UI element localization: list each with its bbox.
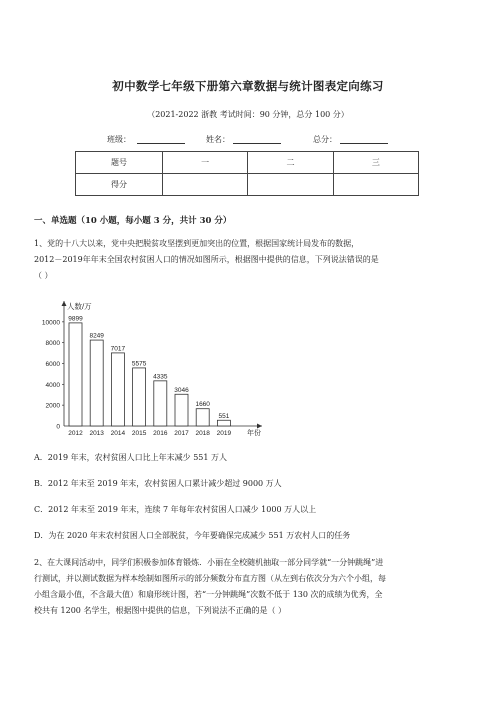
question-1-line: （ ） [34,271,53,280]
exam-info: （2021-2022 浙教 考试时间：90 分钟，总分 100 分） [147,110,349,119]
class-blank [137,143,185,144]
option-b[interactable]: B．2012 年末至 2019 年末，农村贫困人口累计减少超过 9000 万人 [34,479,282,488]
question-1-text [34,236,464,284]
x-axis-arrow [257,424,262,429]
bar-chart-svg [34,296,274,441]
bar [217,420,230,426]
x-tick-label: 2013 [89,430,104,437]
total-label: 总分： [313,135,337,144]
bar [69,323,82,426]
y-axis-label: 人数/万 [67,302,92,311]
x-tick-label: 2015 [131,430,147,437]
total-blank [340,143,388,144]
option-a[interactable]: A．2019 年末，农村贫困人口比上年末减少 551 万人 [34,453,228,462]
y-tick-label: 4000 [45,381,60,389]
bar-value-label: 4335 [153,373,168,381]
x-tick-label: 2019 [216,430,232,437]
question-2-line: 2、在大课间活动中，同学们积极参加体育锻炼．小丽在全校随机抽取一部分同学就“一分钟跳绳”进 [34,558,384,567]
bar [90,340,103,426]
question-2-text [34,555,464,619]
x-tick-label: 2012 [68,430,83,437]
bar-value-label: 9899 [68,315,83,323]
poverty-bar-chart [34,296,274,441]
name-label: 姓名： [206,135,230,144]
score-table-cell: 一 [163,152,248,174]
question-2-line: 行测试，并以测试数据为样本绘制如图所示的部分频数分布直方图（从左到右依次分为六个小组，每 [34,574,386,583]
score-table-cell: 题号 [76,152,163,174]
score-table-cell [333,174,418,196]
score-table-cell: 得分 [76,174,163,196]
bar-value-label: 1660 [195,401,210,409]
bar [175,394,188,426]
x-tick-label: 2017 [174,430,189,437]
bar-value-label: 3046 [174,386,189,394]
bar-value-label: 7017 [110,345,126,353]
question-1-line: 2012－2019年年末全国农村贫困人口的情况如图所示，根据图中提供的信息，下列说法错误的是 [34,255,379,264]
option-d[interactable]: D．为在 2020 年末农村贫困人口全部脱贫，今年要确保完成减少 551 万农村人口的任务 [34,531,351,540]
option-c[interactable]: C．2012 年末至 2019 年末，连续 7 年每年农村贫困人口减少 1000 万人以上 [34,505,317,514]
y-tick-label: 2000 [45,402,60,410]
y-tick-label: 6000 [45,361,60,368]
score-table-score-row [76,174,419,196]
document-title: 初中数学七年级下册第六章数据与统计图表定向练习 [112,79,384,93]
score-table-cell: 三 [333,152,418,174]
question-2-line: 小组含最小值，不含最大值）和扇形统计图，若“一分钟跳绳”次数不低于 130 次的成绩为优秀，全 [34,590,383,599]
bar [133,368,146,426]
bar-value-label: 5575 [131,360,147,368]
bar [111,353,124,426]
score-table [75,151,419,196]
question-1-line: 1、党的十八大以来，党中央把脱贫攻坚摆到更加突出的位置，根据国家统计局发布的数据， [34,239,360,248]
x-axis-label: 年份 [247,430,261,437]
x-tick-label: 2016 [153,430,168,437]
score-table-cell [248,174,333,196]
x-tick-label: 2014 [110,430,126,437]
name-blank [233,143,281,144]
y-tick-label: 8000 [45,340,60,348]
question-2-line: 校共有 1200 名学生，根据图中提供的信息，下列说法不正确的是（ ） [34,606,286,615]
score-table-cell [163,174,248,196]
class-label: 班级： [107,135,131,144]
bar [196,409,209,426]
y-axis-arrow [62,301,67,306]
y-tick-label: 0 [56,423,60,431]
x-tick-label: 2018 [195,430,210,437]
bar [154,381,167,426]
section-title: 一、单选题（10 小题，每小题 3 分，共计 30 分） [34,216,232,226]
bar-value-label: 551 [218,412,230,420]
score-table-cell: 二 [248,152,333,174]
bar-value-label: 8249 [89,332,104,340]
y-tick-label: 10000 [41,319,60,327]
score-table-header-row [76,152,419,174]
